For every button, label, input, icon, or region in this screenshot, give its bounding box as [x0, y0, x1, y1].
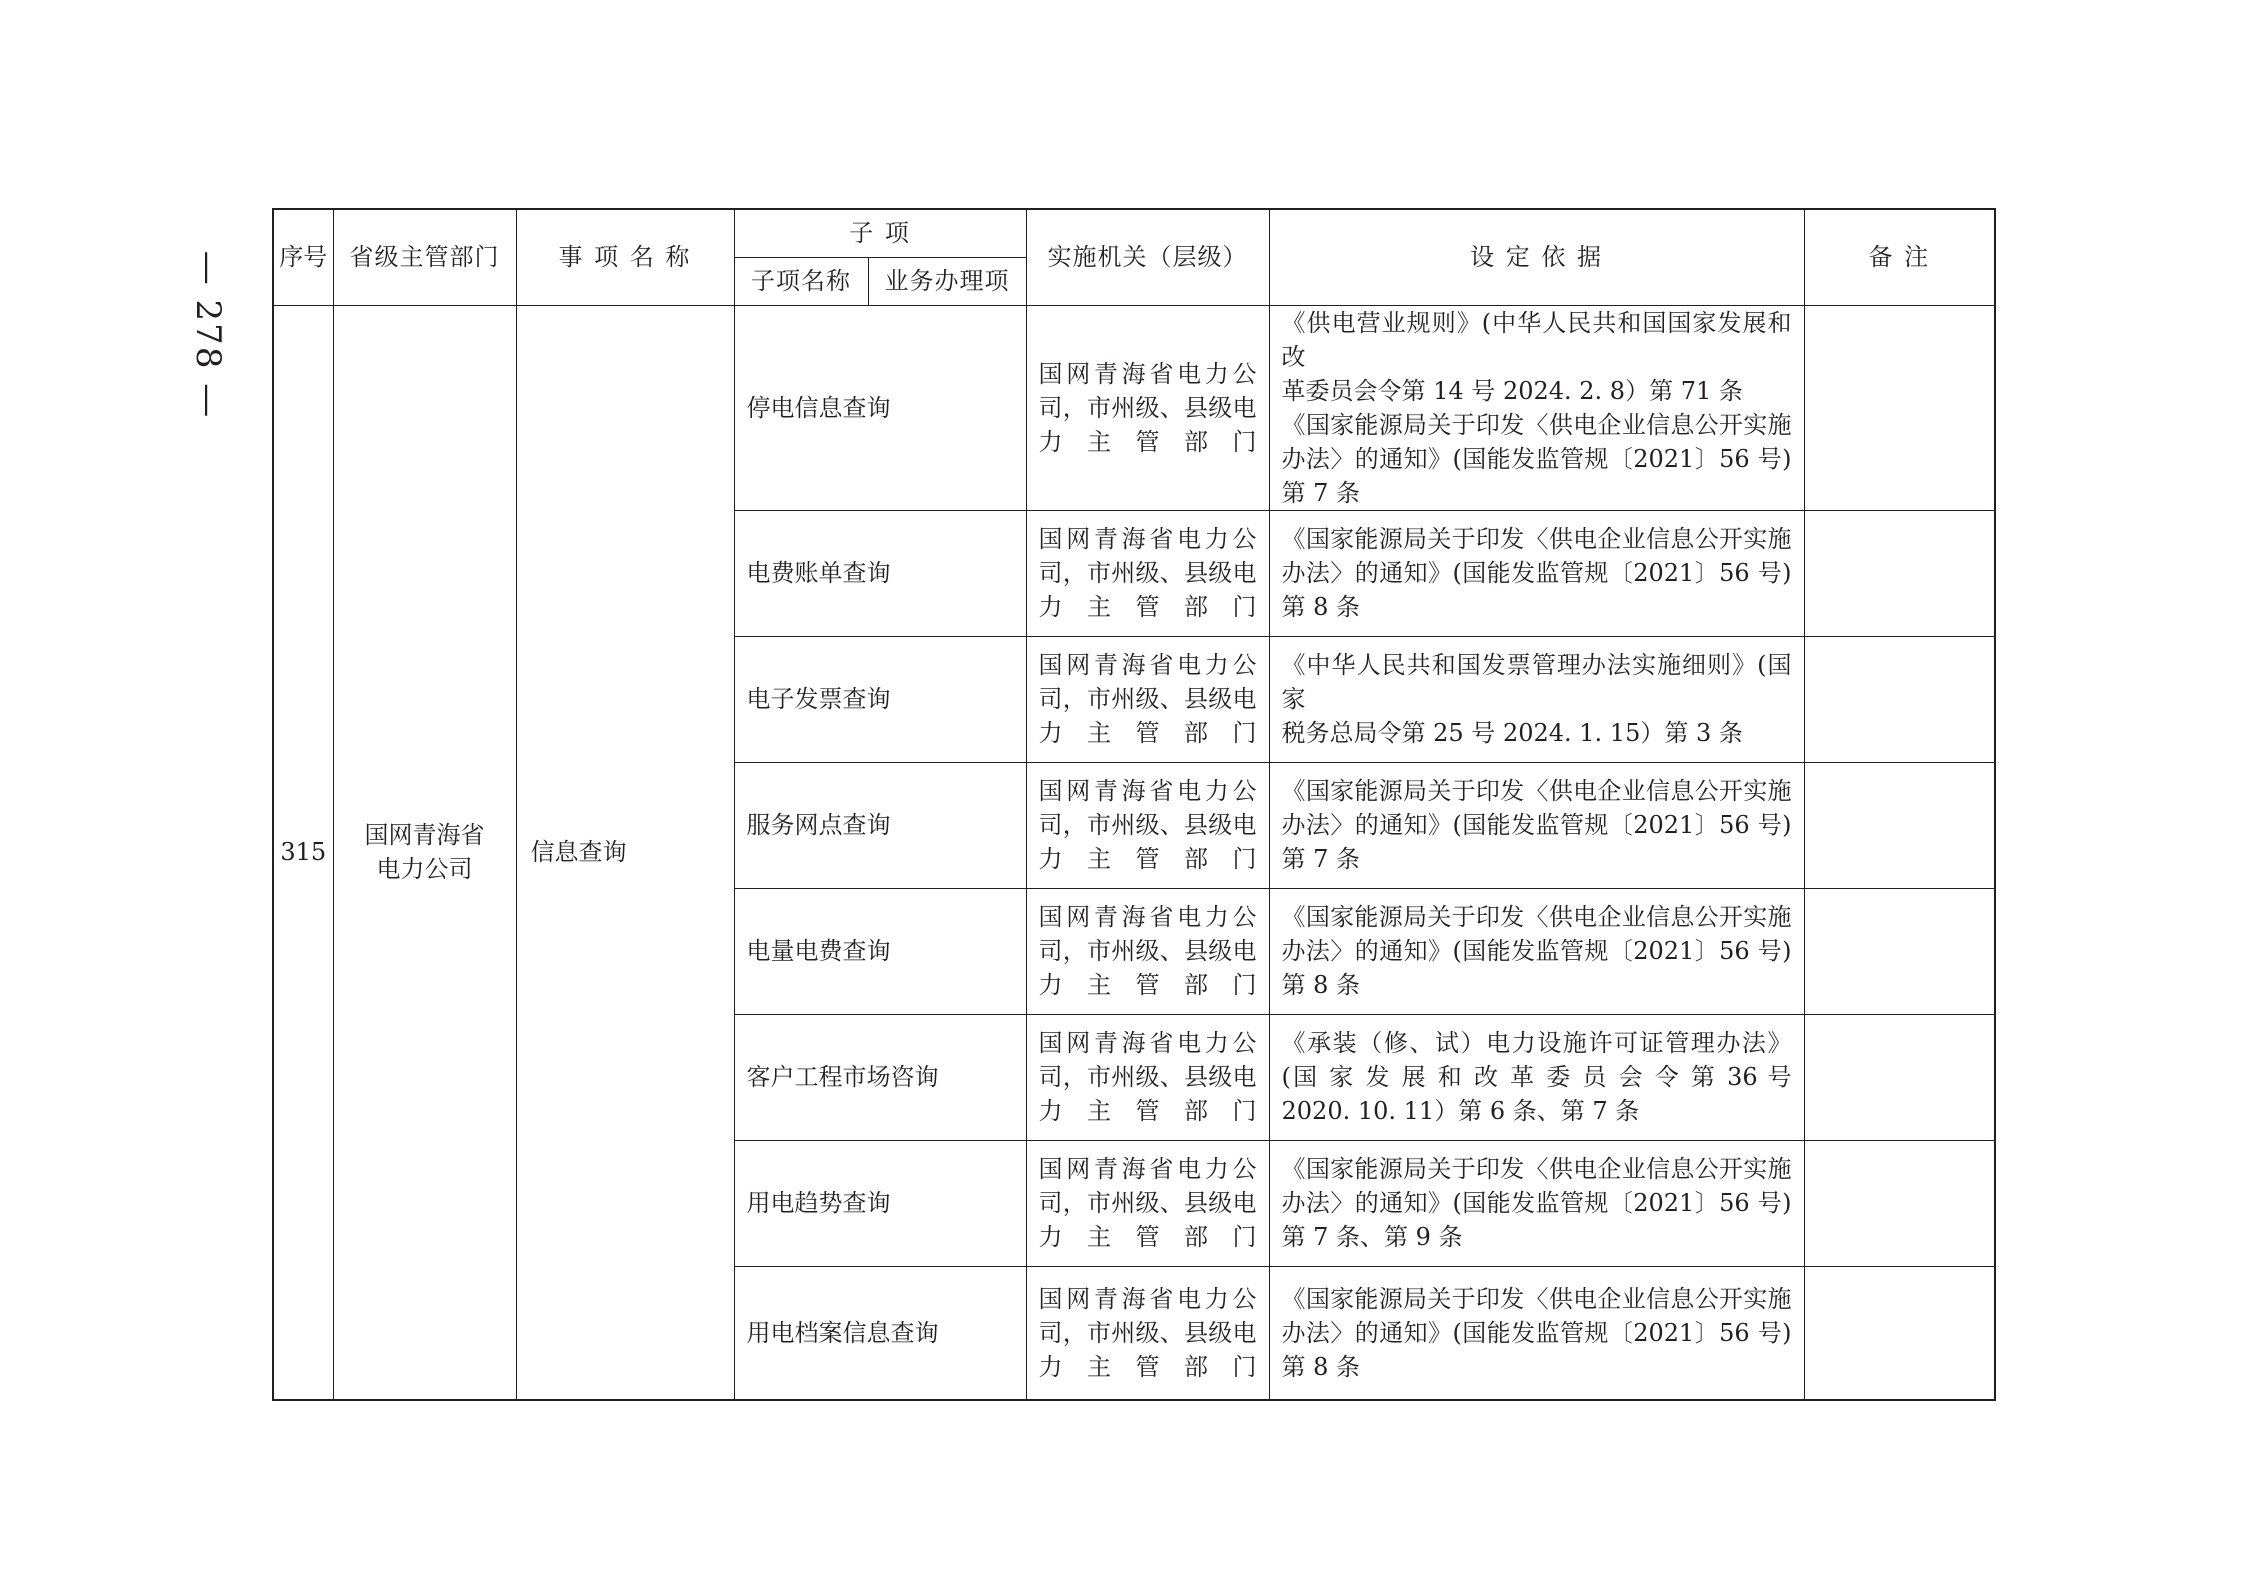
page-number — [158, 240, 258, 430]
basis-line: 办法〉的通知》(国能发监管规〔2021〕56 号) — [1281, 1318, 1792, 1347]
header-agency: 实施机关（层级） — [1026, 209, 1269, 305]
cell-remark — [1804, 510, 1995, 636]
table-body — [273, 305, 1995, 1400]
basis-line: 《国家能源局关于印发〈供电企业信息公开实施 — [1281, 777, 1792, 805]
header-dept: 省级主管部门 — [333, 209, 516, 305]
basis-line: 《国家能源局关于印发〈供电企业信息公开实施 — [1281, 525, 1792, 553]
cell-basis — [1269, 1140, 1804, 1266]
page-number-text: — 278 — — [188, 250, 228, 420]
cell-basis — [1269, 762, 1804, 888]
basis-line: 第 7 条、第 9 条 — [1281, 1223, 1463, 1251]
cell-remark — [1804, 888, 1995, 1014]
cell-sub-name: 服务网点查询 — [734, 762, 1026, 888]
cell-sub-name: 停电信息查询 — [734, 305, 1026, 510]
basis-line: 《供电营业规则》(中华人民共和国国家发展和改 — [1281, 308, 1792, 371]
cell-agency: 国网青海省电力公司，市州级、县级电力主管部门 — [1026, 888, 1269, 1014]
cell-basis — [1269, 305, 1804, 510]
cell-remark — [1804, 636, 1995, 762]
basis-line: 《中华人民共和国发票管理办法实施细则》(国家 — [1281, 651, 1792, 713]
cell-basis — [1269, 510, 1804, 636]
cell-basis — [1269, 1014, 1804, 1140]
header-sub-name: 子项名称 — [734, 257, 868, 305]
cell-agency: 国网青海省电力公司，市州级、县级电力主管部门 — [1026, 1140, 1269, 1266]
basis-line: 《国家能源局关于印发〈供电企业信息公开实施 — [1281, 1155, 1792, 1183]
cell-basis — [1269, 888, 1804, 1014]
cell-agency: 国网青海省电力公司，市州级、县级电力主管部门 — [1026, 1014, 1269, 1140]
cell-sub-name: 电子发票查询 — [734, 636, 1026, 762]
basis-line: 革委员会令第 14 号 2024. 2. 8）第 71 条 — [1281, 376, 1743, 405]
basis-line: 办法〉的通知》(国能发监管规〔2021〕56 号) — [1281, 1189, 1792, 1217]
basis-line: 办法〉的通知》(国能发监管规〔2021〕56 号) — [1281, 937, 1792, 965]
cell-remark — [1804, 1140, 1995, 1266]
header-item-name: 事 项 名 称 — [516, 209, 734, 305]
cell-agency: 国网青海省电力公司，市州级、县级电力主管部门 — [1026, 510, 1269, 636]
table-row — [273, 305, 1995, 510]
cell-remark — [1804, 1014, 1995, 1140]
basis-line: 《承装（修、试）电力设施许可证管理办法》 — [1281, 1029, 1792, 1057]
basis-line: 2020. 10. 11）第 6 条、第 7 条 — [1281, 1097, 1640, 1125]
basis-line: (国 家 发 展 和 改 革 委 员 会 令 第 36 号 — [1281, 1063, 1792, 1091]
cell-basis — [1269, 1266, 1804, 1400]
basis-line: 《国家能源局关于印发〈供电企业信息公开实施 — [1281, 410, 1792, 439]
basis-line: 第 8 条 — [1281, 593, 1361, 621]
basis-line: 办法〉的通知》(国能发监管规〔2021〕56 号) — [1281, 559, 1792, 587]
cell-basis — [1269, 636, 1804, 762]
cell-sub-name: 客户工程市场咨询 — [734, 1014, 1026, 1140]
header-business: 业务办理项 — [868, 257, 1026, 305]
cell-agency: 国网青海省电力公司，市州级、县级电力主管部门 — [1026, 762, 1269, 888]
cell-agency: 国网青海省电力公司，市州级、县级电力主管部门 — [1026, 305, 1269, 510]
basis-line: 《国家能源局关于印发〈供电企业信息公开实施 — [1281, 1284, 1792, 1313]
basis-line: 第 8 条 — [1281, 971, 1361, 999]
cell-remark — [1804, 305, 1995, 510]
cell-agency: 国网青海省电力公司，市州级、县级电力主管部门 — [1026, 636, 1269, 762]
cell-remark — [1804, 1266, 1995, 1400]
basis-line: 第 7 条 — [1281, 478, 1361, 507]
cell-dept — [333, 305, 516, 1400]
cell-sub-name: 用电趋势查询 — [734, 1140, 1026, 1266]
cell-sub-name: 用电档案信息查询 — [734, 1266, 1026, 1400]
cell-agency: 国网青海省电力公司，市州级、县级电力主管部门 — [1026, 1266, 1269, 1400]
header-basis: 设 定 依 据 — [1269, 209, 1804, 305]
basis-line: 第 8 条 — [1281, 1352, 1361, 1381]
cell-seq: 315 — [273, 305, 333, 1400]
dept-text: 国网青海省电力公司 — [364, 821, 485, 884]
basis-line: 办法〉的通知》(国能发监管规〔2021〕56 号) — [1281, 444, 1792, 473]
basis-line: 办法〉的通知》(国能发监管规〔2021〕56 号) — [1281, 811, 1792, 839]
matters-table — [272, 208, 1996, 1401]
basis-line: 《国家能源局关于印发〈供电企业信息公开实施 — [1281, 903, 1792, 931]
header-remark: 备 注 — [1804, 209, 1995, 305]
cell-sub-name: 电量电费查询 — [734, 888, 1026, 1014]
basis-line: 税务总局令第 25 号 2024. 1. 15）第 3 条 — [1281, 719, 1743, 747]
cell-sub-name: 电费账单查询 — [734, 510, 1026, 636]
cell-remark — [1804, 762, 1995, 888]
cell-item-name: 信息查询 — [516, 305, 734, 1400]
header-sub: 子 项 — [734, 209, 1026, 257]
basis-line: 第 7 条 — [1281, 845, 1361, 873]
header-seq: 序号 — [273, 209, 333, 305]
